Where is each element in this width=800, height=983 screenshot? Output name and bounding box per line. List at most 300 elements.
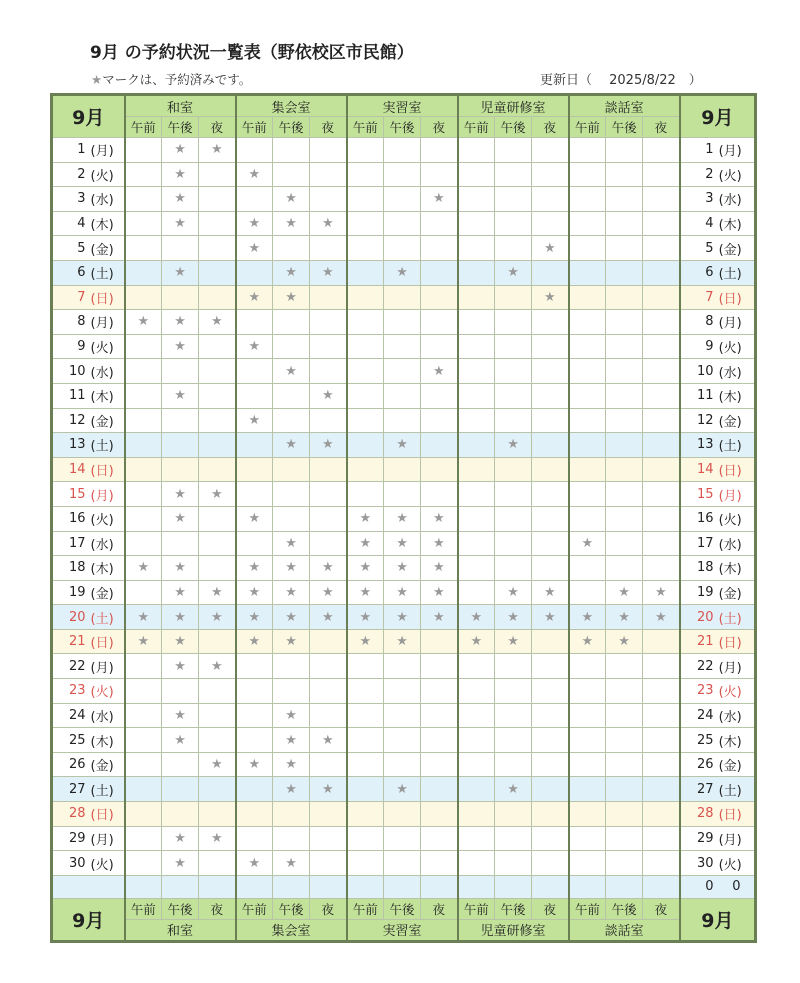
slot-header: 午前 [347,117,384,138]
reserved-star-icon: ★ [273,359,310,384]
slot-cell [310,236,347,261]
day-weekday-right: (木) [718,556,756,581]
reserved-star-icon: ★ [199,138,236,163]
slot-cell [458,580,495,605]
slot-cell [384,703,421,728]
slot-cell [347,654,384,679]
slot-cell [643,531,680,556]
reserved-star-icon: ★ [347,556,384,581]
slot-footer: 夜 [310,898,347,919]
slot-cell [606,211,643,236]
day-weekday: (月) [90,482,125,507]
reserved-star-icon: ★ [310,433,347,458]
slot-cell [532,334,569,359]
slot-header: 午前 [236,117,273,138]
slot-cell [125,383,162,408]
day-number: 22 [52,654,90,679]
slot-cell [606,359,643,384]
reserved-star-icon: ★ [384,531,421,556]
slot-cell [643,482,680,507]
slot-cell [643,408,680,433]
slot-cell [347,211,384,236]
reserved-star-icon: ★ [162,826,199,851]
reserved-star-icon: ★ [384,260,421,285]
day-weekday: (金) [90,752,125,777]
day-weekday: (土) [90,777,125,802]
slot-cell [125,654,162,679]
reserved-star-icon: ★ [162,851,199,876]
reserved-star-icon: ★ [162,260,199,285]
slot-cell [643,285,680,310]
day-number: 21 [52,629,90,654]
slot-cell [421,482,458,507]
day-number-right: 26 [680,752,718,777]
slot-cell [643,679,680,704]
slot-cell [458,408,495,433]
slot-cell [458,679,495,704]
slot-cell [199,457,236,482]
slot-cell [458,703,495,728]
slot-cell [347,777,384,802]
reserved-star-icon: ★ [384,506,421,531]
slot-cell [606,752,643,777]
slot-cell [125,580,162,605]
slot-cell [125,359,162,384]
slot-cell [347,728,384,753]
slot-cell [310,334,347,359]
slot-cell [347,851,384,876]
reserved-star-icon: ★ [495,433,532,458]
day-row [52,703,756,728]
day-number-right: 19 [680,580,718,605]
slot-cell [495,506,532,531]
slot-cell [458,826,495,851]
slot-cell [199,285,236,310]
reserved-star-icon: ★ [199,482,236,507]
slot-cell [421,236,458,261]
day-weekday-right: (火) [718,679,756,704]
slot-cell [458,285,495,310]
reserved-star-icon: ★ [495,777,532,802]
day-number: 3 [52,187,90,212]
slot-cell [273,679,310,704]
slot-cell [199,359,236,384]
slot-cell [236,187,273,212]
slot-cell [347,236,384,261]
day-number: 6 [52,260,90,285]
day-number-right: 23 [680,679,718,704]
slot-cell [125,334,162,359]
slot-cell [199,556,236,581]
reserved-star-icon: ★ [236,162,273,187]
slot-cell [495,310,532,335]
slot-cell [569,310,606,335]
slot-cell [606,408,643,433]
day-weekday-right: (月) [718,310,756,335]
day-weekday: (火) [90,679,125,704]
slot-cell [569,654,606,679]
day-number: 10 [52,359,90,384]
slot-cell [458,777,495,802]
day-number: 5 [52,236,90,261]
slot-cell [569,851,606,876]
slot-cell [421,826,458,851]
day-row [52,187,756,212]
slot-cell [273,654,310,679]
slot-cell [310,826,347,851]
reserved-star-icon: ★ [236,752,273,777]
slot-cell [310,629,347,654]
reserved-star-icon: ★ [236,605,273,630]
reserved-star-icon: ★ [273,433,310,458]
month-header-left: 9月 [52,95,125,138]
reserved-star-icon: ★ [384,777,421,802]
day-number: 30 [52,851,90,876]
slot-cell [495,752,532,777]
reserved-star-icon: ★ [162,580,199,605]
reserved-star-icon: ★ [125,629,162,654]
slot-cell [569,211,606,236]
reserved-star-icon: ★ [569,531,606,556]
slot-cell [643,383,680,408]
day-number-right: 4 [680,211,718,236]
day-row [52,851,756,876]
reserved-star-icon: ★ [236,629,273,654]
slot-cell [643,211,680,236]
reserved-star-icon: ★ [273,556,310,581]
day-weekday: (月) [90,654,125,679]
slot-cell [569,457,606,482]
slot-cell [347,260,384,285]
slot-cell [643,556,680,581]
reserved-star-icon: ★ [162,138,199,163]
month-footer-right: 9月 [680,898,756,941]
slot-cell [532,728,569,753]
slot-cell [495,826,532,851]
day-number-right: 1 [680,138,718,163]
slot-cell [384,752,421,777]
room-header: 実習室 [347,95,458,117]
slot-cell [273,383,310,408]
slot-cell [569,482,606,507]
day-row [52,580,756,605]
reserved-star-icon: ★ [236,211,273,236]
day-row [52,433,756,458]
day-row [52,482,756,507]
reserved-star-icon: ★ [384,605,421,630]
day-number-right: 10 [680,359,718,384]
slot-cell [236,310,273,335]
reserved-star-icon: ★ [421,506,458,531]
day-weekday: (日) [90,457,125,482]
slot-cell [606,433,643,458]
day-row [52,728,756,753]
slot-cell [125,187,162,212]
day-row [52,359,756,384]
slot-cell [458,556,495,581]
slot-cell [347,187,384,212]
slot-cell [310,752,347,777]
reserved-star-icon: ★ [569,629,606,654]
reserved-star-icon: ★ [162,728,199,753]
slot-cell [569,359,606,384]
day-number-right: 22 [680,654,718,679]
reserved-star-icon: ★ [199,752,236,777]
slot-cell [199,851,236,876]
day-weekday: (土) [90,433,125,458]
day-weekday-right: (火) [718,506,756,531]
day-weekday-right: (日) [718,457,756,482]
slot-cell [125,752,162,777]
slot-cell [495,851,532,876]
slot-cell [421,433,458,458]
slot-cell [458,236,495,261]
slot-cell [532,359,569,384]
slot-cell [199,260,236,285]
day-weekday-right: (土) [718,260,756,285]
reserved-star-icon: ★ [606,580,643,605]
reserved-star-icon: ★ [273,605,310,630]
day-row [52,506,756,531]
day-weekday-right: (金) [718,236,756,261]
day-number: 16 [52,506,90,531]
reserved-star-icon: ★ [310,580,347,605]
reserved-star-icon: ★ [162,703,199,728]
slot-cell [199,531,236,556]
slot-cell [273,826,310,851]
slot-cell [532,703,569,728]
day-weekday-right: (月) [718,654,756,679]
slot-cell [310,138,347,163]
slot-cell [458,383,495,408]
day-number: 8 [52,310,90,335]
slot-cell [495,728,532,753]
reserved-star-icon: ★ [310,605,347,630]
slot-header: 午後 [606,117,643,138]
slot-cell [495,457,532,482]
slot-cell [532,556,569,581]
slot-header: 午後 [384,117,421,138]
day-number-right: 20 [680,605,718,630]
day-row [52,629,756,654]
slot-cell [310,187,347,212]
slot-cell [384,334,421,359]
slot-cell [458,506,495,531]
slot-cell [495,556,532,581]
slot-cell [606,334,643,359]
day-number: 23 [52,679,90,704]
slot-cell [458,310,495,335]
slot-cell [421,285,458,310]
room-footer: 談話室 [569,919,680,941]
slot-cell [273,482,310,507]
slot-cell [125,802,162,827]
slot-footer: 午後 [495,898,532,919]
slot-cell [347,703,384,728]
slot-cell [310,703,347,728]
slot-cell [125,433,162,458]
reserved-star-icon: ★ [236,580,273,605]
slot-cell [458,531,495,556]
slot-cell [643,826,680,851]
slot-cell [606,285,643,310]
slot-header: 午後 [273,117,310,138]
reserved-star-icon: ★ [643,605,680,630]
day-weekday: (水) [90,187,125,212]
slot-cell [643,506,680,531]
slot-cell [458,260,495,285]
day-weekday: (水) [90,359,125,384]
slot-cell [495,802,532,827]
slot-cell [199,802,236,827]
slot-cell [495,162,532,187]
reserved-star-icon: ★ [606,605,643,630]
slot-header: 夜 [532,117,569,138]
slot-footer: 夜 [532,898,569,919]
slot-cell [421,334,458,359]
star-icon: ★ [91,72,103,87]
slot-cell [606,556,643,581]
slot-cell [162,457,199,482]
reserved-star-icon: ★ [495,629,532,654]
day-row [52,408,756,433]
slot-cell [421,703,458,728]
day-number: 20 [52,605,90,630]
slot-cell [125,531,162,556]
reserved-star-icon: ★ [125,605,162,630]
slot-cell [495,187,532,212]
slot-cell [532,482,569,507]
slot-cell [273,802,310,827]
slot-cell [495,285,532,310]
slot-cell [347,310,384,335]
slot-cell [347,359,384,384]
reserved-star-icon: ★ [495,605,532,630]
slot-cell [495,408,532,433]
day-number: 11 [52,383,90,408]
day-number-right: 29 [680,826,718,851]
day-number-right: 14 [680,457,718,482]
room-header: 児童研修室 [458,95,569,117]
reserved-star-icon: ★ [162,383,199,408]
slot-cell [273,138,310,163]
slot-cell [569,580,606,605]
slot-cell [569,408,606,433]
slot-cell [458,334,495,359]
day-weekday: (日) [90,802,125,827]
slot-cell [421,654,458,679]
day-number-right: 12 [680,408,718,433]
slot-cell [569,162,606,187]
slot-cell [347,285,384,310]
slot-cell [569,285,606,310]
day-row [52,285,756,310]
slot-header: 午前 [569,117,606,138]
slot-footer: 午後 [162,898,199,919]
slot-cell [421,679,458,704]
slot-cell [569,260,606,285]
slot-cell [162,236,199,261]
slot-cell [532,310,569,335]
slot-cell [199,383,236,408]
legend-note [91,70,251,88]
slot-cell [384,187,421,212]
reserved-star-icon: ★ [532,605,569,630]
reserved-star-icon: ★ [273,211,310,236]
slot-cell [310,408,347,433]
day-weekday-right: (土) [718,433,756,458]
day-number-right: 17 [680,531,718,556]
day-number-right: 9 [680,334,718,359]
day-row [52,777,756,802]
day-row [52,826,756,851]
slot-cell [569,556,606,581]
slot-cell [384,728,421,753]
slot-cell [125,457,162,482]
slot-cell [643,752,680,777]
day-number: 18 [52,556,90,581]
reserved-star-icon: ★ [162,310,199,335]
slot-cell [458,457,495,482]
slot-cell [421,802,458,827]
slot-cell [643,359,680,384]
slot-cell [421,629,458,654]
slot-cell [273,334,310,359]
reserved-star-icon: ★ [273,187,310,212]
slot-cell [606,728,643,753]
slot-cell [421,383,458,408]
slot-cell [347,162,384,187]
slot-cell [384,457,421,482]
day-row [52,236,756,261]
slot-cell [495,531,532,556]
slot-cell [606,679,643,704]
day-number-right: 13 [680,433,718,458]
slot-cell [532,679,569,704]
slot-cell [236,260,273,285]
day-weekday: (月) [90,138,125,163]
slot-cell [384,138,421,163]
updated-date: 更新日（ 2025/8/22 ） [540,73,702,88]
reserved-star-icon: ★ [273,531,310,556]
slot-cell [606,654,643,679]
reserved-star-icon: ★ [162,605,199,630]
slot-cell [495,679,532,704]
slot-cell [495,703,532,728]
reserved-star-icon: ★ [495,580,532,605]
slot-cell [495,138,532,163]
slot-cell [643,629,680,654]
slot-cell [532,433,569,458]
slot-cell [347,482,384,507]
slot-cell [125,408,162,433]
day-number: 15 [52,482,90,507]
slot-cell [125,728,162,753]
slot-cell [495,236,532,261]
day-number-right: 3 [680,187,718,212]
slot-header: 夜 [643,117,680,138]
slot-footer: 夜 [199,898,236,919]
slot-cell [125,826,162,851]
slot-footer: 午後 [273,898,310,919]
slot-cell [421,260,458,285]
reserved-star-icon: ★ [495,260,532,285]
day-weekday-right: (日) [718,802,756,827]
reserved-star-icon: ★ [569,605,606,630]
slot-cell [532,383,569,408]
slot-cell [643,162,680,187]
slot-cell [347,457,384,482]
